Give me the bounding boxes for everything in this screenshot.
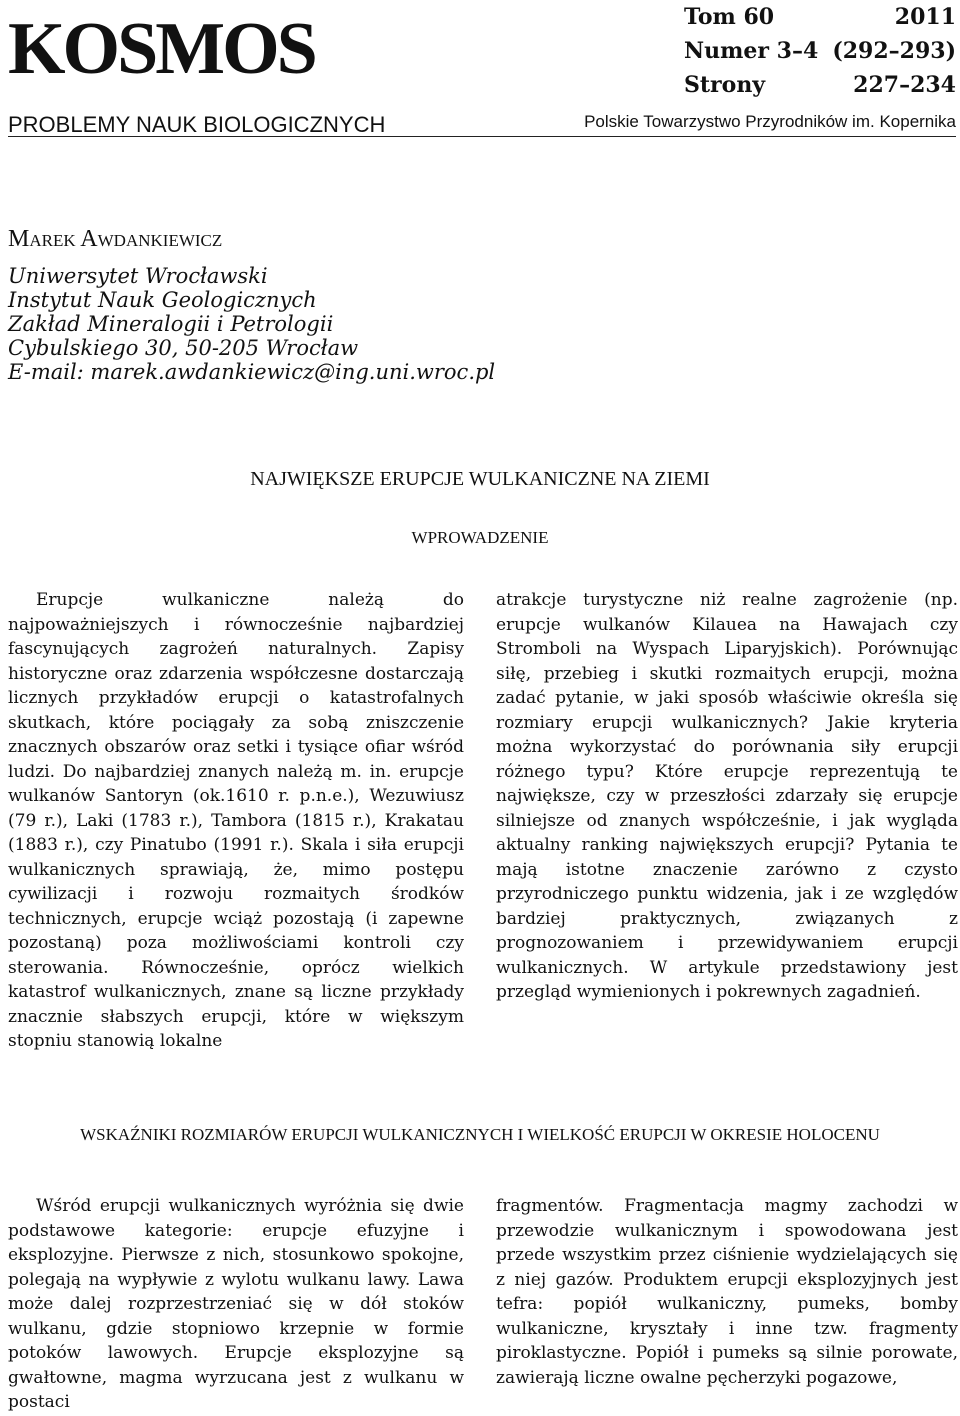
email[interactable]: E-mail: marek.awdankiewicz@ing.uni.wroc.pl: [8, 360, 496, 384]
aff-line: Uniwersytet Wrocławski: [8, 264, 268, 288]
pages-label: Strony: [684, 72, 766, 98]
paragraph: Wśród erupcji wulkanicznych wyróżnia się dwie podstawowe kategorie: erupcje efuzyjne i eksplozyjne. Pierwsze z nich, stosunkowo spokojne, polegają na wypływie z wylotu wulkanu lawy. Lawa może dalej rozprzestrzeniać się w dół stoków wulkanu, gdzie stopniowo krzepnie w formie potoków lawowych. Erupcje eksplozyjne są gwałtowne, magma wyrzucana jest z wulkanu w postaci: [8, 1196, 464, 1412]
aff-line: Instytut Nauk Geologicznych: [8, 288, 317, 312]
article-title: NAJWIĘKSZE ERUPCJE WULKANICZNE NA ZIEMI: [250, 468, 710, 490]
society: Polskie Towarzystwo Przyrodników im. Kopernika: [584, 112, 956, 131]
aff-line: Zakład Mineralogii i Petrologii: [8, 312, 334, 336]
journal-logo: KOSMOS: [8, 8, 315, 90]
section-heading: WPROWADZENIE: [411, 528, 549, 547]
section-heading: WSKAŹNIKI ROZMIARÓW ERUPCJI WULKANICZNYCH I WIELKOŚĆ ERUPCJI W OKRESIE HOLOCENU: [80, 1125, 880, 1144]
paragraph: atrakcje turystyczne niż realne zagrożenie (np. erupcje wulkanów Kilauea na Hawajach czy Stromboli na Wyspach Liparyjskich). Porównując siłę, przebieg i skutki rozmaitych erupcji, można zadać pytanie, w jaki sposób właściwie określa się rozmiary erupcji wulkanicznych? Jakie kryteria można wykorzystać do porównania siły erupcji różnego typu? Które erupcje reprezentują te największe, czy w przeszłości zdarzały się erupcje silniejsze od znanych współcześnie, i jak wygląda aktualny ranking największych erupcji? Pytania te mają istotne znaczenie zarówno z czysto przyrodniczego punktu widzenia, jak i ze względów bardziej praktycznych, związanych z prognozowaniem i przewidywaniem erupcji wulkanicznych. W artykule przedstawiony jest przegląd wymienionych i pokrewnych zagadnień.: [496, 590, 958, 1002]
pages: 227–234: [853, 72, 956, 98]
issue-number-alt: (292–293): [832, 38, 956, 64]
year: 2011: [894, 4, 956, 30]
paragraph: Erupcje wulkaniczne należą do najpoważniejszych i równocześnie najbardziej fascynujących zagrożeń naturalnych. Zapisy historyczne oraz zdarzenia współczesne dostarczają licznych przykładów erupcji o katastrofalnych skutkach, które pociągały za sobą zniszczenie znacznych obszarów oraz setki i tysiące ofiar wśród ludzi. Do najbardziej znanych należą m. in. erupcje wulkanów Santoryn (ok.1610 r. p.n.e.), Wezuwiusz (79 r.), Laki (1783 r.), Tambora (1815 r.), Krakatau (1883 r.), czy Pinatubo (1991 r.). Skala i siła erupcji wulkanicznych sprawiają, że, mimo postępu cywilizacji i rozwoju rozmaitych środków technicznych, erupcje wciąż pozostają (i zapewne pozostaną) poza możliwościami kontroli czy sterowania. Równocześnie, oprócz wielkich katastrof wulkanicznych, znane są liczne przykłady znacznie słabszych erupcji, które w większym stopniu stanowią lokalne: [8, 590, 464, 1051]
paragraph: fragmentów. Fragmentacja magmy zachodzi w przewodzie wulkanicznym i spowodowana jest przede wszystkim przez ciśnienie wydzielających się z niej gazów. Produktem erupcji eksplozyjnych jest tefra: popiół wulkaniczny, pumeks, bomby wulkaniczne, kryształy i inne tzw. fragmenty piroklastyczne. Popiół i pumeks są silnie porowate, zawierają liczne owalne pęcherzyki pogazowe,: [496, 1196, 958, 1388]
header-rule: [8, 136, 956, 137]
affiliation: [8, 264, 495, 384]
aff-line: Cybulskiego 30, 50-205 Wrocław: [8, 336, 359, 360]
author: Marek Awdankiewicz: [8, 226, 223, 252]
issue-info: [684, 0, 956, 102]
issue-number: Numer 3–4: [684, 38, 819, 64]
journal-subtitle: PROBLEMY NAUK BIOLOGICZNYCH: [8, 112, 386, 137]
volume: Tom 60: [684, 4, 775, 30]
